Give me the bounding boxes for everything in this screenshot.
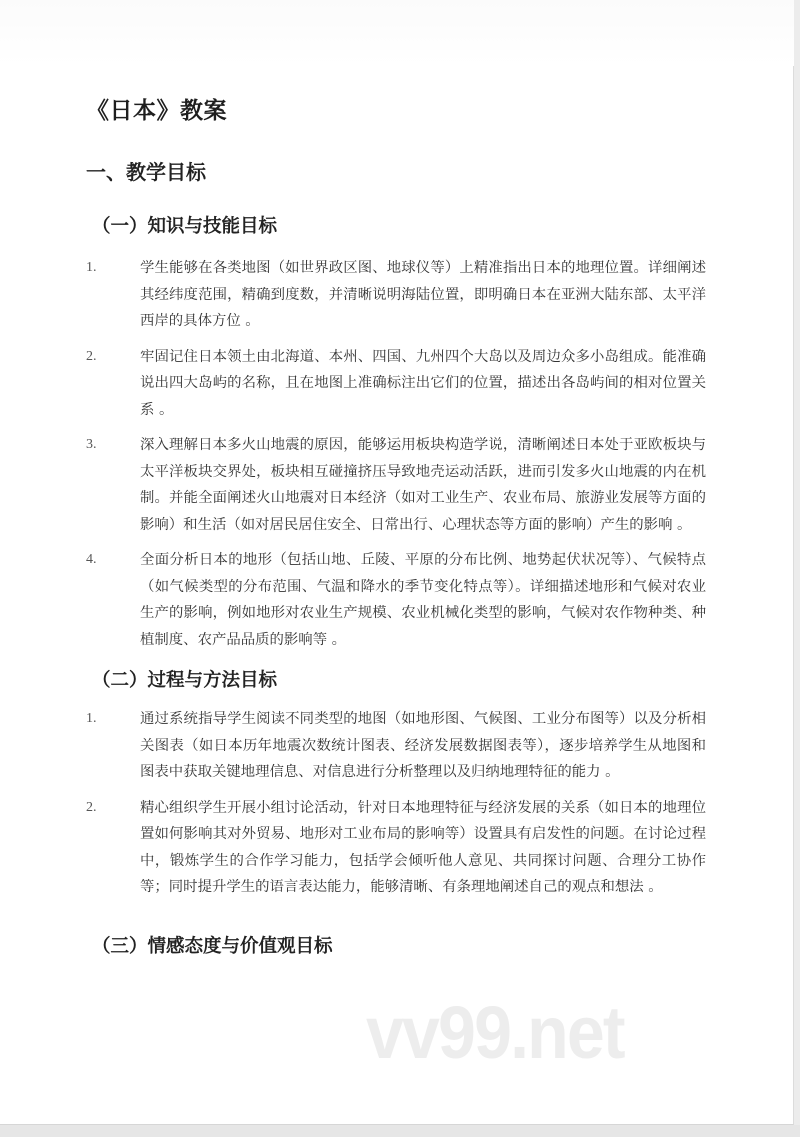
list-item	[86, 344, 706, 424]
list-item-number: 1.	[86, 711, 97, 726]
list-item-text: 牢固记住日本领土由北海道、本州、四国、九州四个大岛以及周边众多小岛组成。能准确说出四大岛屿的名称，且在地图上准确标注出它们的位置，描述出各岛屿间的相对位置关系 。	[140, 348, 706, 418]
list-item-text: 深入理解日本多火山地震的原因，能够运用板块构造学说，清晰阐述日本处于亚欧板块与太平洋板块交界处，板块相互碰撞挤压导致地壳运动活跃，进而引发多火山地震的内在机制。并能全面阐述火山地震对日本经济（如对工业生产、农业布局、旅游业发展等方面的影响）和生活（如对居民居住安全、日常出行、心理状态等方面的影响）产生的影响 。	[140, 437, 706, 533]
list-item	[86, 706, 706, 786]
page-header-band	[0, 0, 794, 66]
process-methods-list	[86, 706, 706, 910]
list-item-text: 精心组织学生开展小组讨论活动，针对日本地理特征与经济发展的关系（如日本的地理位置如何影响其对外贸易、地形对工业布局的影响等）设置具有启发性的问题。在讨论过程中，锻炼学生的合作学习能力，包括学会倾听他人意见、共同探讨问题、合理分工协作等；同时提升学生的语言表达能力，能够清晰、有条理地阐述自己的观点和想法 。	[140, 799, 706, 895]
list-item-text: 学生能够在各类地图（如世界政区图、地球仪等）上精准指出日本的地理位置。详细阐述其经纬度范围，精确到度数，并清晰说明海陆位置，即明确日本在亚洲大陆东部、太平洋西岸的具体方位 。	[140, 260, 706, 329]
list-item-number: 2.	[86, 799, 97, 815]
list-item-text: 通过系统指导学生阅读不同类型的地图（如地形图、气候图、工业分布图等）以及分析相关图表（如日本历年地震次数统计图表、经济发展数据图表等），逐步培养学生从地图和图表中获取关键地理信息、对信息进行分析整理以及归纳地理特征的能力 。	[140, 711, 706, 780]
list-item-number: 2.	[86, 348, 97, 364]
list-item-number: 4.	[86, 552, 97, 567]
list-item	[86, 432, 706, 538]
knowledge-skills-list	[86, 255, 706, 662]
document-title: 《日本》教案	[86, 98, 227, 124]
subsection-heading-emotion-values: （三）情感态度与价值观目标	[92, 936, 333, 957]
list-item-number: 1.	[86, 260, 97, 275]
subsection-heading-knowledge-skills: （一）知识与技能目标	[92, 216, 278, 237]
section-heading-teaching-goals: 一、教学目标	[86, 160, 206, 184]
watermark-text: vv99.net	[366, 991, 624, 1074]
list-item	[86, 795, 706, 901]
list-item-number: 3.	[86, 437, 97, 452]
list-item	[86, 547, 706, 653]
list-item	[86, 255, 706, 335]
subsection-heading-process-methods: （二）过程与方法目标	[92, 670, 278, 691]
page-bottom-edge	[0, 1125, 800, 1137]
list-item-text: 全面分析日本的地形（包括山地、丘陵、平原的分布比例、地势起伏状况等）、气候特点（如气候类型的分布范围、气温和降水的季节变化特点等）。详细描述地形和气候对农业生产的影响，例如地形对农业生产规模、农业机械化类型的影响，气候对农作物种类、种植制度、农产品品质的影响等 。	[140, 552, 706, 648]
